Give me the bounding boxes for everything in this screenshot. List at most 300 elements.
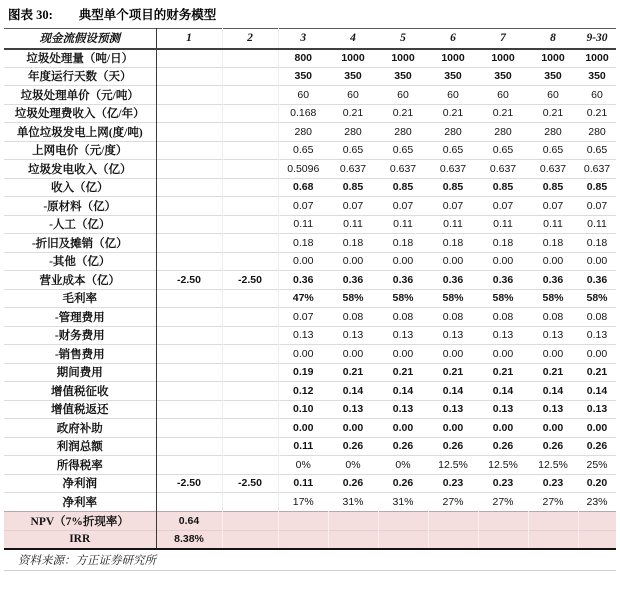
cell: 280	[444, 125, 462, 138]
cell: 0.00	[492, 421, 514, 434]
cell: 0.65	[392, 144, 414, 157]
table-row	[4, 86, 616, 105]
cell	[222, 160, 278, 179]
table-row	[4, 326, 616, 345]
cell: 0.637	[583, 162, 611, 175]
cell: 0.21	[542, 366, 564, 379]
column-header: 8	[528, 29, 578, 49]
cell: 12.5%	[538, 458, 568, 471]
table-row	[4, 419, 616, 438]
cell: 0.11	[293, 440, 314, 453]
row-label: 收入（亿）	[4, 178, 156, 197]
row-label: 垃圾处理费收入（亿/年）	[4, 104, 156, 123]
cell	[222, 289, 278, 308]
cell	[156, 160, 222, 179]
cell	[222, 382, 278, 401]
cell: 58%	[492, 292, 514, 305]
cell: 0.85	[442, 181, 464, 194]
cell: 0.26	[586, 440, 608, 453]
cell: 350	[588, 70, 606, 83]
cell	[156, 493, 222, 512]
cell: 0.21	[392, 107, 414, 120]
cell: -2.50	[156, 474, 222, 493]
cell: 0.85	[586, 181, 608, 194]
cell	[428, 530, 478, 549]
cell: 0%	[395, 458, 411, 471]
cell: 0.13	[392, 403, 414, 416]
cell: 0.11	[443, 218, 463, 231]
source-note: 资料来源：方正证券研究所	[4, 553, 616, 571]
figure-title: 典型单个项目的财务模型	[78, 8, 217, 22]
cell: 0.13	[392, 329, 414, 342]
cell: 1000	[585, 52, 609, 64]
cell: 0.00	[342, 421, 364, 434]
cell	[278, 530, 328, 549]
cell: 0.07	[492, 199, 514, 212]
cell	[222, 326, 278, 345]
cell: 0.11	[343, 218, 363, 231]
cell	[156, 252, 222, 271]
table-row	[4, 289, 616, 308]
cell	[222, 215, 278, 234]
cell	[222, 123, 278, 142]
cell: 0.85	[342, 181, 364, 194]
cell: 0.13	[586, 403, 608, 416]
cell: -2.50	[222, 271, 278, 290]
table-row	[4, 215, 616, 234]
cell: 0.637	[439, 162, 467, 175]
cell: 60	[591, 88, 603, 101]
cell: 0.07	[392, 199, 414, 212]
cell: 0.00	[492, 255, 514, 268]
cell: 0.00	[293, 421, 314, 434]
cell: 0.14	[442, 384, 464, 397]
cell: 60	[397, 88, 409, 101]
cell	[222, 49, 278, 68]
cell: 0.26	[442, 440, 464, 453]
cell: 0.07	[293, 199, 314, 212]
row-label: 毛利率	[4, 289, 156, 308]
cell: 280	[394, 125, 412, 138]
table-row	[4, 530, 616, 549]
column-header: 4	[328, 29, 378, 49]
column-header: 1	[156, 29, 222, 49]
cell	[278, 511, 328, 530]
cell	[378, 511, 428, 530]
cell	[156, 382, 222, 401]
cell: 0.08	[586, 310, 608, 323]
cell	[156, 234, 222, 253]
cell: 0.13	[342, 403, 364, 416]
cell: 280	[344, 125, 362, 138]
cell: 23%	[586, 495, 608, 508]
cell: 0.14	[542, 384, 564, 397]
table-row	[4, 437, 616, 456]
cell: 0.00	[542, 421, 564, 434]
cell: 1000	[541, 52, 565, 64]
cell: 0.20	[586, 477, 608, 490]
row-label: 期间费用	[4, 363, 156, 382]
cell: 0.21	[586, 366, 608, 379]
cell: 0.11	[393, 218, 413, 231]
cell: 0%	[345, 458, 361, 471]
cell: 0.168	[290, 107, 317, 120]
cell: 0.13	[342, 329, 364, 342]
cell: 280	[294, 125, 313, 138]
cell: 0.07	[342, 199, 364, 212]
cell: 0.00	[542, 255, 564, 268]
cell	[222, 67, 278, 86]
cell: 0.00	[586, 347, 608, 360]
cell: 0%	[295, 458, 311, 471]
cell: 0.13	[492, 329, 514, 342]
cell: 0.07	[293, 310, 314, 323]
financial-model-table	[4, 28, 616, 550]
cell	[222, 363, 278, 382]
cell	[578, 511, 616, 530]
cell: 0.64	[156, 511, 222, 530]
cell: 0.36	[542, 273, 564, 286]
cell: 0.21	[392, 366, 414, 379]
cell	[222, 308, 278, 327]
cell: 12.5%	[438, 458, 468, 471]
cell	[378, 530, 428, 549]
cell	[222, 493, 278, 512]
cell: 280	[494, 125, 512, 138]
cell	[156, 104, 222, 123]
cell: 0.21	[342, 107, 364, 120]
cell: 8.38%	[156, 530, 222, 549]
cell	[222, 419, 278, 438]
cell: 0.65	[586, 144, 608, 157]
cell	[156, 308, 222, 327]
table-row	[4, 382, 616, 401]
cell: 0.13	[542, 403, 564, 416]
cell	[328, 530, 378, 549]
figure-title-bar	[0, 0, 620, 28]
column-header-label: 现金流假设预测	[4, 29, 156, 49]
column-header: 5	[378, 29, 428, 49]
cell: 0.36	[586, 273, 608, 286]
cell: 0.18	[492, 236, 514, 249]
cell: 0.637	[489, 162, 517, 175]
cell	[428, 511, 478, 530]
cell: 0.36	[442, 273, 464, 286]
table-row	[4, 252, 616, 271]
cell: 0.00	[392, 347, 414, 360]
table-row	[4, 197, 616, 216]
cell: 0.00	[392, 421, 414, 434]
cell	[156, 400, 222, 419]
cell: 0.00	[293, 347, 314, 360]
column-header: 9-30	[578, 29, 616, 49]
cell	[222, 141, 278, 160]
cell: 280	[544, 125, 562, 138]
row-label: 净利润	[4, 474, 156, 493]
cell: 0.21	[492, 366, 514, 379]
cell	[222, 511, 278, 530]
cell	[156, 178, 222, 197]
cell: 27%	[492, 495, 514, 508]
cell	[156, 419, 222, 438]
table-row	[4, 271, 616, 290]
cell: 58%	[542, 292, 564, 305]
cell: 0.637	[339, 162, 367, 175]
cell: 0.23	[442, 477, 464, 490]
cell: 0.14	[492, 384, 514, 397]
cell: 350	[544, 70, 562, 83]
cell: 280	[588, 125, 606, 138]
cell	[222, 86, 278, 105]
cell: 0.637	[389, 162, 417, 175]
cell: 350	[394, 70, 412, 83]
table-row	[4, 474, 616, 493]
cell	[156, 326, 222, 345]
cell: 0.11	[493, 218, 513, 231]
cell	[156, 141, 222, 160]
row-label: -折旧及摊销（亿）	[4, 234, 156, 253]
cell	[156, 86, 222, 105]
table-row	[4, 363, 616, 382]
cell: 0.26	[392, 477, 414, 490]
cell: 0.65	[342, 144, 364, 157]
row-label: -人工（亿）	[4, 215, 156, 234]
column-header: 2	[222, 29, 278, 49]
cell: 0.14	[342, 384, 364, 397]
cell: 31%	[392, 495, 414, 508]
cell: 60	[547, 88, 559, 101]
row-label: 垃圾处理单价（元/吨）	[4, 86, 156, 105]
cell: 0.26	[542, 440, 564, 453]
cell: 1000	[491, 52, 515, 64]
cell: 0.36	[293, 273, 314, 286]
cell: 0.13	[442, 403, 464, 416]
cell: 0.00	[342, 347, 364, 360]
cell: 0.18	[442, 236, 464, 249]
row-label: 年度运行天数（天）	[4, 67, 156, 86]
cell	[156, 363, 222, 382]
cell	[222, 252, 278, 271]
cell: 0.85	[392, 181, 414, 194]
row-label: 单位垃圾发电上网(度/吨)	[4, 123, 156, 142]
table-header-row	[4, 29, 616, 49]
cell: 31%	[342, 495, 364, 508]
cell: 350	[494, 70, 512, 83]
cell: 60	[497, 88, 509, 101]
cell: 58%	[342, 292, 364, 305]
table-row	[4, 67, 616, 86]
cell: 0.07	[586, 199, 608, 212]
cell: 0.26	[342, 477, 364, 490]
cell: 0.00	[442, 421, 464, 434]
cell: 800	[294, 52, 313, 64]
cell: 0.00	[586, 255, 608, 268]
cell	[156, 67, 222, 86]
cell: 0.11	[543, 218, 563, 231]
cell: 0.65	[442, 144, 464, 157]
cell: 0.00	[342, 255, 364, 268]
cell: 25%	[586, 458, 608, 471]
row-label: 营业成本（亿）	[4, 271, 156, 290]
table-row	[4, 160, 616, 179]
cell: 0.00	[442, 347, 464, 360]
cell	[528, 511, 578, 530]
table-row	[4, 141, 616, 160]
cell: 0.08	[542, 310, 564, 323]
cell: 350	[344, 70, 362, 83]
cell	[222, 437, 278, 456]
cell: 0.13	[586, 329, 608, 342]
cell	[156, 123, 222, 142]
cell: 0.21	[542, 107, 564, 120]
cell: 27%	[542, 495, 564, 508]
cell	[222, 178, 278, 197]
row-label: -原材料（亿）	[4, 197, 156, 216]
row-label: -销售费用	[4, 345, 156, 364]
cell: 0.00	[542, 347, 564, 360]
cell: 1000	[391, 52, 415, 64]
row-label: 净利率	[4, 493, 156, 512]
cell: 60	[347, 88, 359, 101]
cell: 58%	[442, 292, 464, 305]
column-header: 6	[428, 29, 478, 49]
cell: 58%	[392, 292, 414, 305]
cell: 0.85	[542, 181, 564, 194]
cell: 0.21	[586, 107, 608, 120]
cell: 350	[444, 70, 462, 83]
table-row	[4, 178, 616, 197]
table-row	[4, 345, 616, 364]
cell: 0.00	[442, 255, 464, 268]
cell: 0.36	[492, 273, 514, 286]
cell: 0.21	[442, 366, 464, 379]
cell: 0.10	[293, 403, 314, 416]
cell: 0.13	[293, 329, 314, 342]
cell: 0.11	[293, 218, 314, 231]
cell: 0.13	[442, 329, 464, 342]
cell: 350	[294, 70, 313, 83]
cell: 0.11	[293, 477, 314, 490]
cell: 0.18	[586, 236, 608, 249]
cell: 0.18	[342, 236, 364, 249]
cell: 17%	[292, 495, 314, 508]
cell: 0.26	[392, 440, 414, 453]
cell	[222, 197, 278, 216]
cell: 0.68	[293, 181, 314, 194]
table-row	[4, 104, 616, 123]
cell: 0.07	[542, 199, 564, 212]
row-label: 政府补助	[4, 419, 156, 438]
cell: 0.07	[442, 199, 464, 212]
cell: 0.00	[586, 421, 608, 434]
cell	[222, 456, 278, 475]
cell: 1000	[441, 52, 465, 64]
table-row	[4, 49, 616, 68]
cell	[156, 456, 222, 475]
column-header: 7	[478, 29, 528, 49]
cell: 0.65	[542, 144, 564, 157]
cell: 0.12	[293, 384, 314, 397]
cell: 0.00	[492, 347, 514, 360]
cell: -2.50	[156, 271, 222, 290]
cell	[156, 197, 222, 216]
cell	[156, 437, 222, 456]
cell: 58%	[586, 292, 608, 305]
cell	[222, 400, 278, 419]
cell: 0.65	[492, 144, 514, 157]
row-label: 增值税返还	[4, 400, 156, 419]
row-label: 上网电价（元/度）	[4, 141, 156, 160]
cell: 0.26	[492, 440, 514, 453]
table-row	[4, 456, 616, 475]
cell: 0.18	[542, 236, 564, 249]
cell	[156, 49, 222, 68]
cell: 0.19	[293, 366, 314, 379]
cell: -2.50	[222, 474, 278, 493]
cell: 0.08	[342, 310, 364, 323]
table-row	[4, 308, 616, 327]
cell: 0.21	[342, 366, 364, 379]
cell	[478, 511, 528, 530]
figure-label: 图表 30:	[8, 8, 53, 22]
row-label: -其他（亿）	[4, 252, 156, 271]
cell	[222, 104, 278, 123]
cell	[528, 530, 578, 549]
cell: 0.08	[492, 310, 514, 323]
cell: 12.5%	[488, 458, 518, 471]
cell: 0.23	[542, 477, 564, 490]
cell	[156, 345, 222, 364]
cell: 0.5096	[287, 162, 320, 175]
table-row	[4, 493, 616, 512]
cell: 0.36	[392, 273, 414, 286]
cell	[578, 530, 616, 549]
cell: 0.08	[392, 310, 414, 323]
row-label: -管理费用	[4, 308, 156, 327]
cell: 0.14	[586, 384, 608, 397]
cell: 0.21	[442, 107, 464, 120]
cell	[222, 234, 278, 253]
table-row	[4, 123, 616, 142]
cell: 0.18	[392, 236, 414, 249]
cell	[328, 511, 378, 530]
cell: 0.637	[539, 162, 567, 175]
column-header: 3	[278, 29, 328, 49]
cell: 0.36	[342, 273, 364, 286]
cell: 0.18	[293, 236, 314, 249]
cell	[222, 530, 278, 549]
cell: 1000	[341, 52, 365, 64]
row-label: -财务费用	[4, 326, 156, 345]
cell	[478, 530, 528, 549]
cell: 0.26	[342, 440, 364, 453]
cell: 47%	[292, 292, 314, 305]
row-label: 增值税征收	[4, 382, 156, 401]
cell: 0.08	[442, 310, 464, 323]
row-label: 垃圾发电收入（亿）	[4, 160, 156, 179]
cell	[156, 289, 222, 308]
table-row	[4, 234, 616, 253]
row-label: 利润总额	[4, 437, 156, 456]
cell: 0.14	[392, 384, 414, 397]
cell: 0.13	[492, 403, 514, 416]
row-label: NPV（7%折现率）	[4, 511, 156, 530]
table-row	[4, 400, 616, 419]
cell: 60	[447, 88, 459, 101]
cell: 0.13	[542, 329, 564, 342]
cell: 0.00	[293, 255, 314, 268]
cell: 60	[297, 88, 310, 101]
